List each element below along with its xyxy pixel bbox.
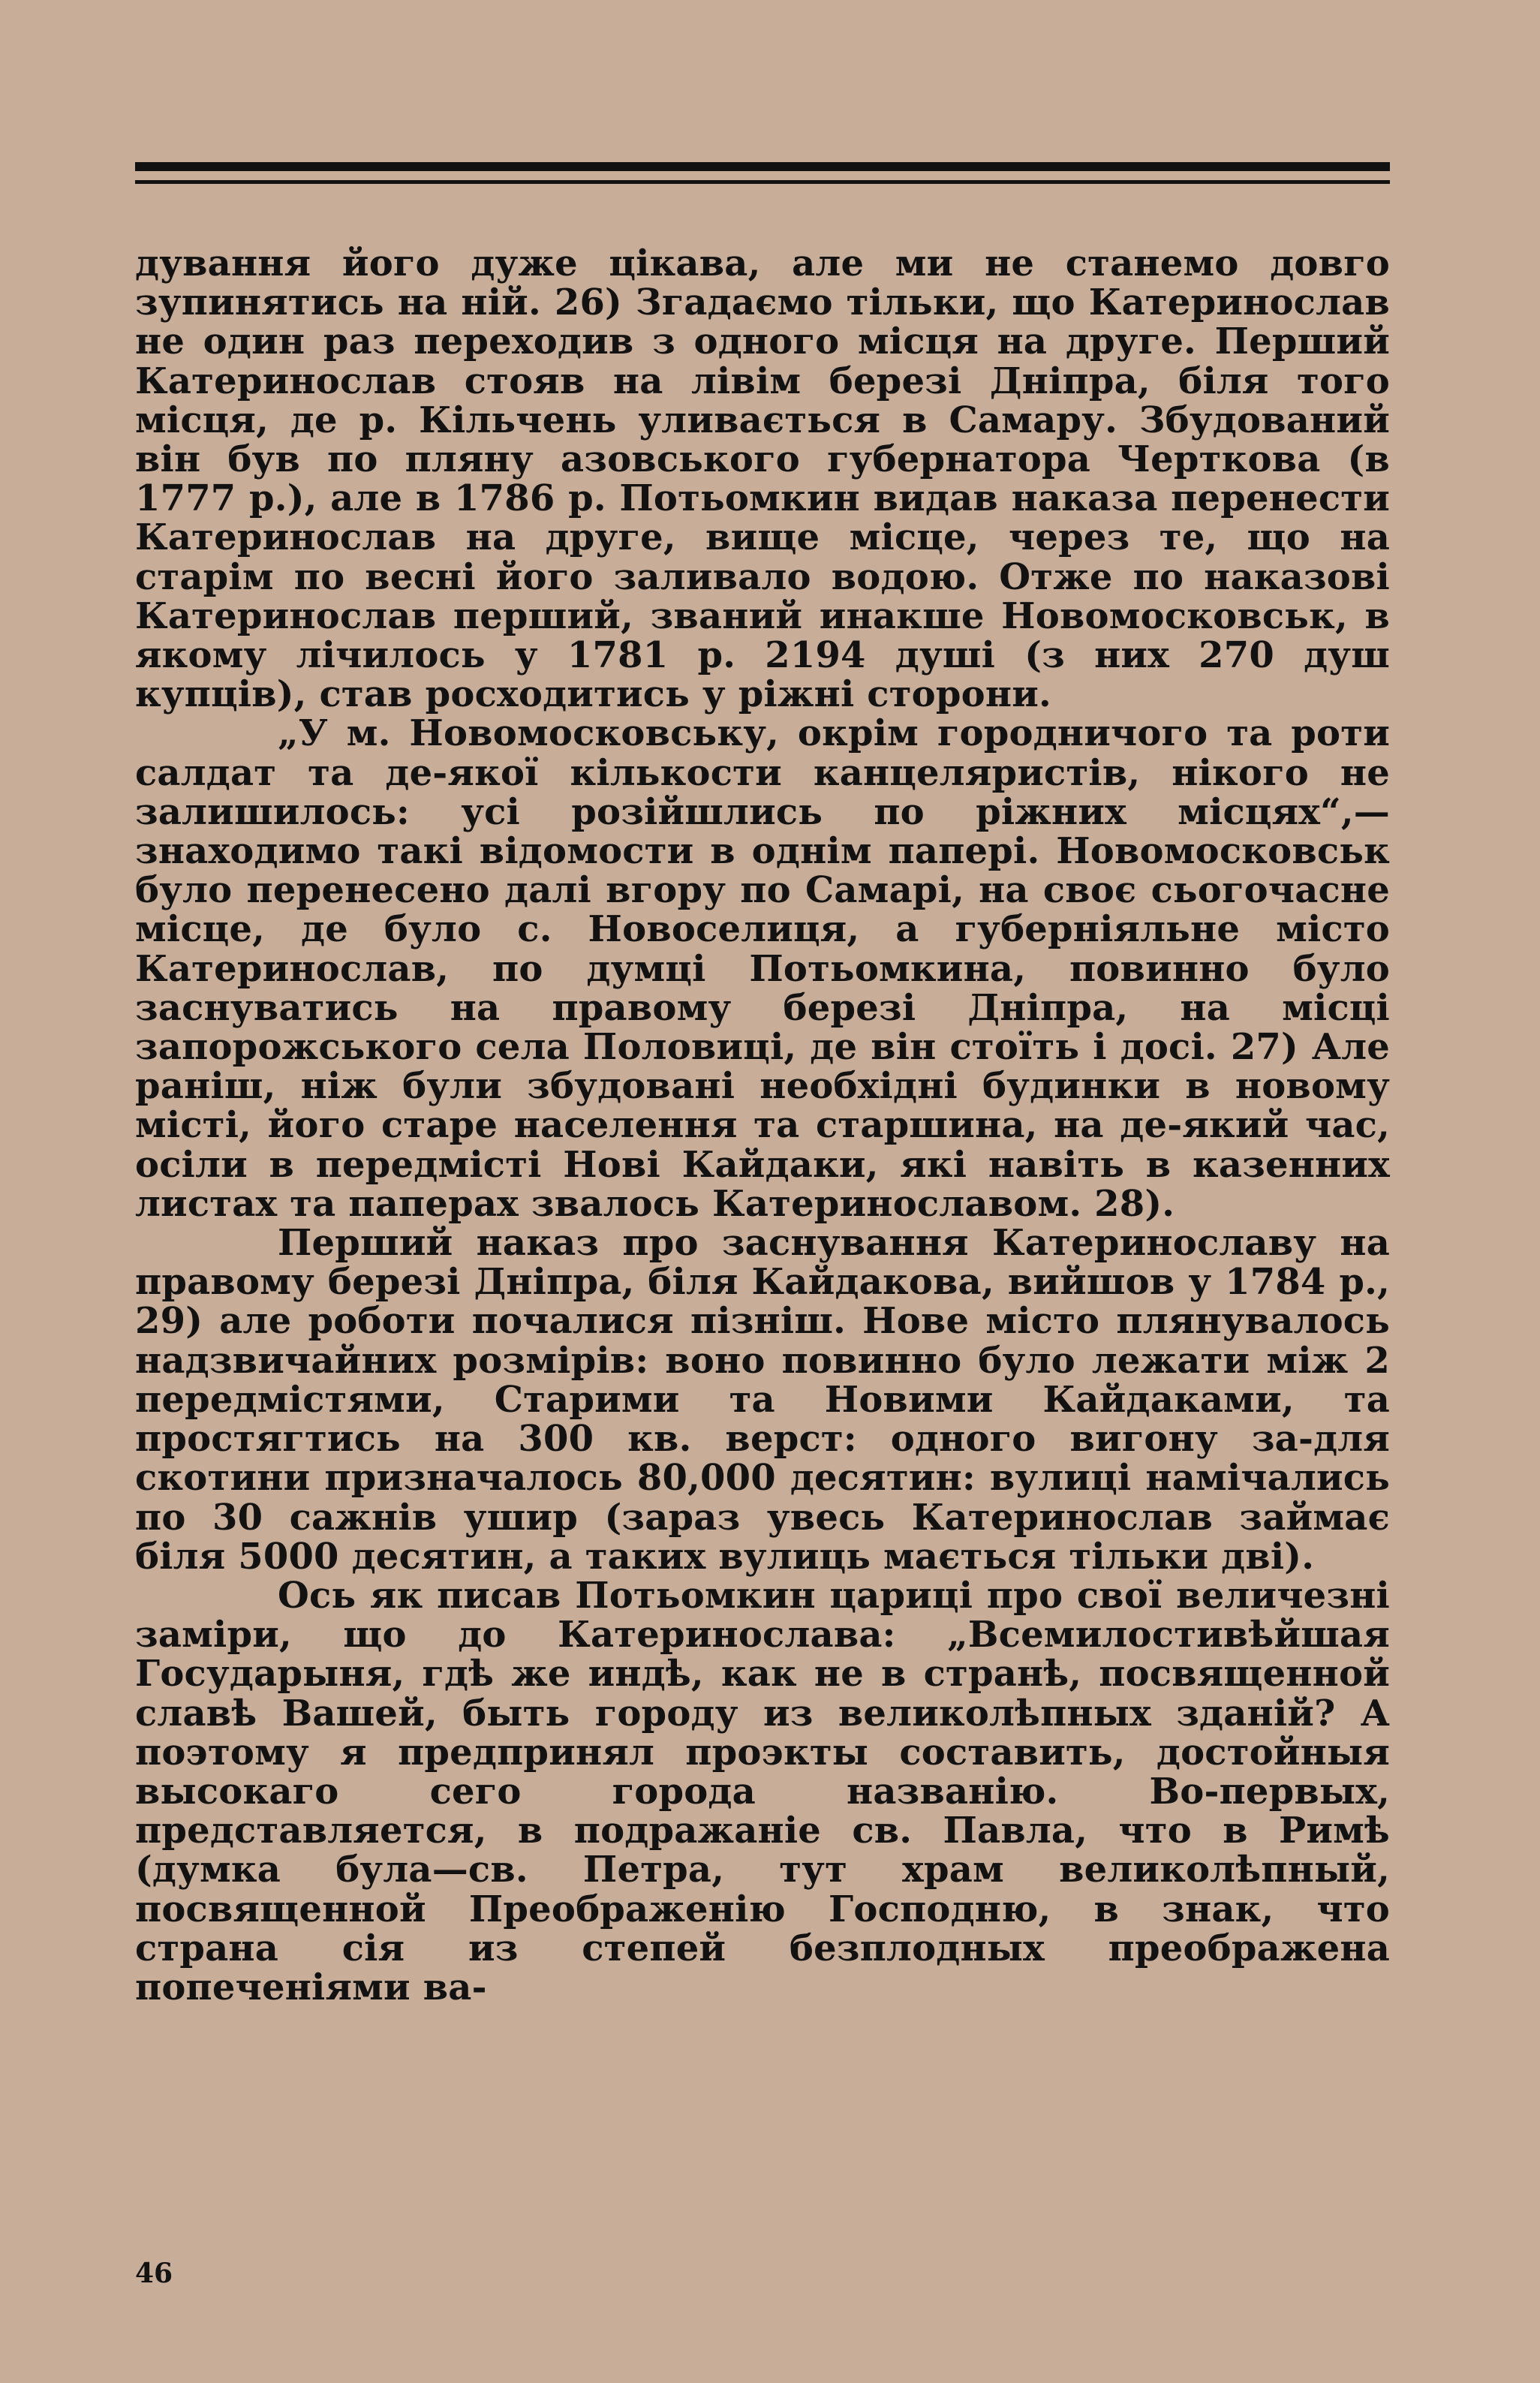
- paragraph-3: Перший наказ про заснування Катеринославу на правому березі Дніпра, біля Кайдакова, вийшов у 1784 р., 29) але роботи почалися пізніш. Нове місто плянувалось надзвичайних розмірів: воно повинно було лежати між 2 передмістями, Старими та Новими Кайдаками, та простягтись на 300 кв. верст: одного вигону за-для скотини призначалось 80,000 десятин: вулиці намічались по 30 сажнів ушир (зараз увесь Катеринослав займає біля 5000 десятин, а таких вулиць мається тільки дві).: [135, 1222, 1390, 1578]
- body-text: [135, 244, 1390, 2007]
- header-rule-thick: [135, 162, 1390, 171]
- paragraph-2: „У м. Новомосковську, окрім городничого та роти салдат та де-якої кількости канцеляристів, нікого не залишилось: усі розійшлись по ріжних місцях“,—знаходимо такі відомости в однім папері. Новомосковськ було перенесено далі вгору по Самарі, на своє сьогочасне місце, де було с. Новоселиця, а губерніяльне місто Катеринослав, по думці Потьомкина, повинно було заснуватись на правому березі Дніпра, на місці запорожського села Половиці, де він стоїть і досі. 27) Але раніш, ніж були збудовані необхідні будинки в новому місті, його старе населення та старшина, на де-який час, осіли в передмісті Нові Кайдаки, які навіть в казенних листах та паперах звалось Катеринославом. 28).: [135, 712, 1390, 1225]
- paragraph-4: Ось як писав Потьомкин цариці про свої величезні заміри, що до Катеринослава: „Всемилостивѣйшая Государыня, гдѣ же индѣ, как не в странѣ, посвященной славѣ Вашей, быть городу из великолѣпных зданій? А поэтому я предпринял проэкты составить, достойныя высокаго сего города названію. Во-первых, представляется, в подражаніе св. Павла, что в Римѣ (думка була—св. Петра, тут храм великолѣпный, посвященной Преображенію Господню, в знак, что страна сія из степей безплодных преображена попеченіями ва-: [135, 1574, 1390, 2008]
- paragraph-1: дування його дуже цікава, але ми не станемо довго зупинятись на ній. 26) Згадаємо тільки, що Катеринослав не один раз переходив з одного місця на друге. Перший Катеринослав стояв на лівім березі Дніпра, біля того місця, де р. Кільчень уливається в Самару. Збудований він був по пляну азовського губернатора Черткова (в 1777 р.), але в 1786 р. Потьомкин видав наказа перенести Катеринослав на друге, вище місце, через те, що на старім по весні його заливало водою. Отже по наказові Катеринослав перший, званий инакше Новомосковськ, в якому лічилось у 1781 р. 2194 душі (з них 270 душ купців), став росходитись у ріжні сторони.: [135, 242, 1390, 716]
- header-rule-thin: [135, 180, 1390, 184]
- page-number: 46: [135, 2258, 173, 2289]
